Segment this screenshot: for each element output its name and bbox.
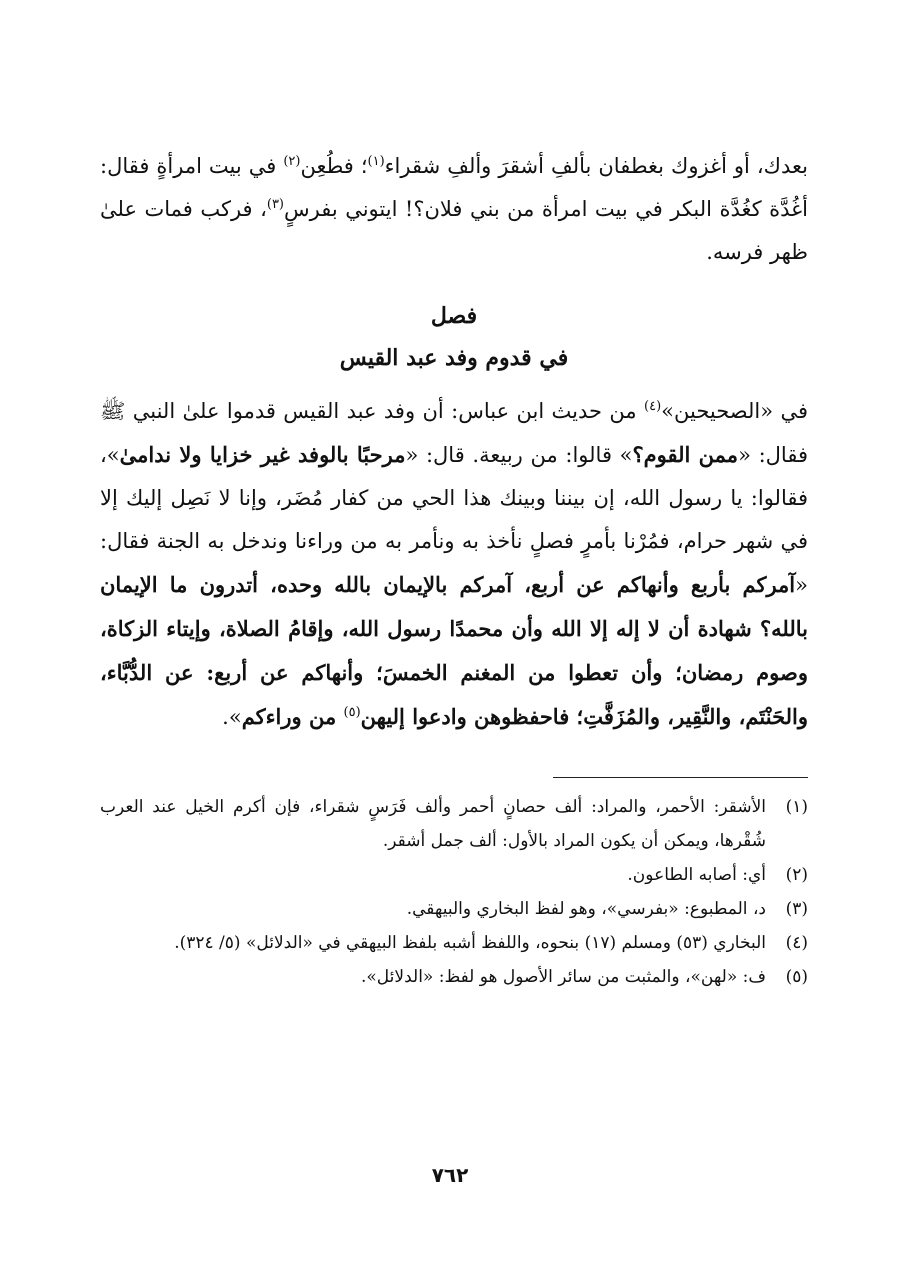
- footnote-number: (٥): [785, 967, 808, 987]
- text-span: من حديث ابن عباس: أن وفد عبد القيس قدموا علىٰ النبي ﷺ فقال: «: [100, 399, 808, 467]
- text-span: ».: [222, 705, 242, 729]
- footnote-item: [100, 858, 808, 892]
- footnote-text: أي: أصابه الطاعون.: [627, 865, 766, 885]
- footnote-item: [100, 960, 808, 994]
- section-subtitle: في قدوم وفد عبد القيس: [339, 345, 569, 371]
- footnote-ref-3[interactable]: (٣): [266, 197, 284, 212]
- hadith-quote: ممن القوم؟: [632, 442, 739, 467]
- footnote-item: [100, 790, 808, 858]
- footnote-item: [100, 892, 808, 926]
- page-body: [100, 145, 808, 994]
- text-span: في بيت امرأةٍ فقال: أغُدَّة كغُدَّة البكر في بيت امرأة من بني فلان؟! ايتوني بفرسٍ: [100, 154, 808, 221]
- footnote-item: [100, 926, 808, 960]
- hadith-quote: آمركم بأربع وأنهاكم عن أربع، آمركم بالإيمان بالله وحده، أتدرون ما الإيمان بالله؟ شهادة أن لا إله إلا الله وأن محمدًا رسول الله، وإقامُ الصلاة، وإيتاء الزكاة، وصوم رمضان؛ وأن تعطوا من المغنم الخمسَ؛ وأنهاكم عن أربع: عن الدُّبَّاء، والحَنْتَم، والنَّقِير، والمُزَفَّتِ؛ فاحفظوهن وادعوا إليهن: [100, 572, 808, 729]
- hadith-quote: مرحبًا بالوفد غير خزايا ولا ندامىٰ: [119, 442, 406, 467]
- text-span: في «الصحيحين»: [661, 399, 808, 423]
- footnote-number: (٣): [785, 899, 808, 919]
- page-number: ٧٦٢: [431, 1163, 469, 1187]
- text-span: ، فركب فمات علىٰ ظهر فرسه.: [100, 197, 808, 264]
- footnotes: [100, 790, 808, 994]
- footnote-number: (٢): [785, 865, 808, 885]
- footnote-text: ف: «لهن»، والمثبت من سائر الأصول هو لفظ: «الدلائل».: [360, 967, 766, 987]
- section-title: فصل: [430, 303, 478, 329]
- footnote-text: الأشقر: الأحمر، والمراد: ألف حصانٍ أحمر وألف فَرَسٍ شقراء، فإن أكرم الخيل عند العرب شُقْرها، ويمكن أن يكون المراد بالأول: ألف جمل أشقر.: [100, 797, 766, 851]
- top-paragraph: [100, 145, 808, 274]
- text-span: بعدك، أو أغزوك بغطفان بألفِ أشقرَ وألفِ شقراء: [384, 154, 808, 178]
- text-span: » قالوا: من ربيعة. قال: «: [405, 443, 633, 467]
- text-span: ؛ فطُعِن: [300, 154, 368, 178]
- footnote-ref-4[interactable]: (٤): [644, 399, 662, 414]
- footnote-number: (٤): [785, 933, 808, 953]
- text-span: »، فقالوا: يا رسول الله، إن بيننا وبينك هذا الحي من كفار مُضَر، وإنا لا نَصِل إليك إلا في شهر حرام، فمُرْنا بأمرٍ فصلٍ نأخذ به ونأمر به من وراءنا وندخل به الجنة فقال: «: [100, 443, 808, 597]
- hadith-quote: من وراءكم: [241, 704, 344, 729]
- footnote-number: (١): [785, 797, 808, 817]
- footnote-ref-1[interactable]: (١): [367, 154, 385, 169]
- footnote-divider: [553, 777, 808, 778]
- footnote-text: د، المطبوع: «بفرسي»، وهو لفظ البخاري والبيهقي.: [406, 899, 766, 919]
- footnote-text: البخاري (٥٣) ومسلم (١٧) بنحوه، واللفظ أشبه بلفظ البيهقي في «الدلائل» (٥/ ٣٢٤).: [174, 933, 766, 953]
- footnote-ref-2[interactable]: (٢): [283, 154, 301, 169]
- body-paragraph: [100, 390, 808, 739]
- footnote-ref-5[interactable]: (٥): [343, 705, 361, 720]
